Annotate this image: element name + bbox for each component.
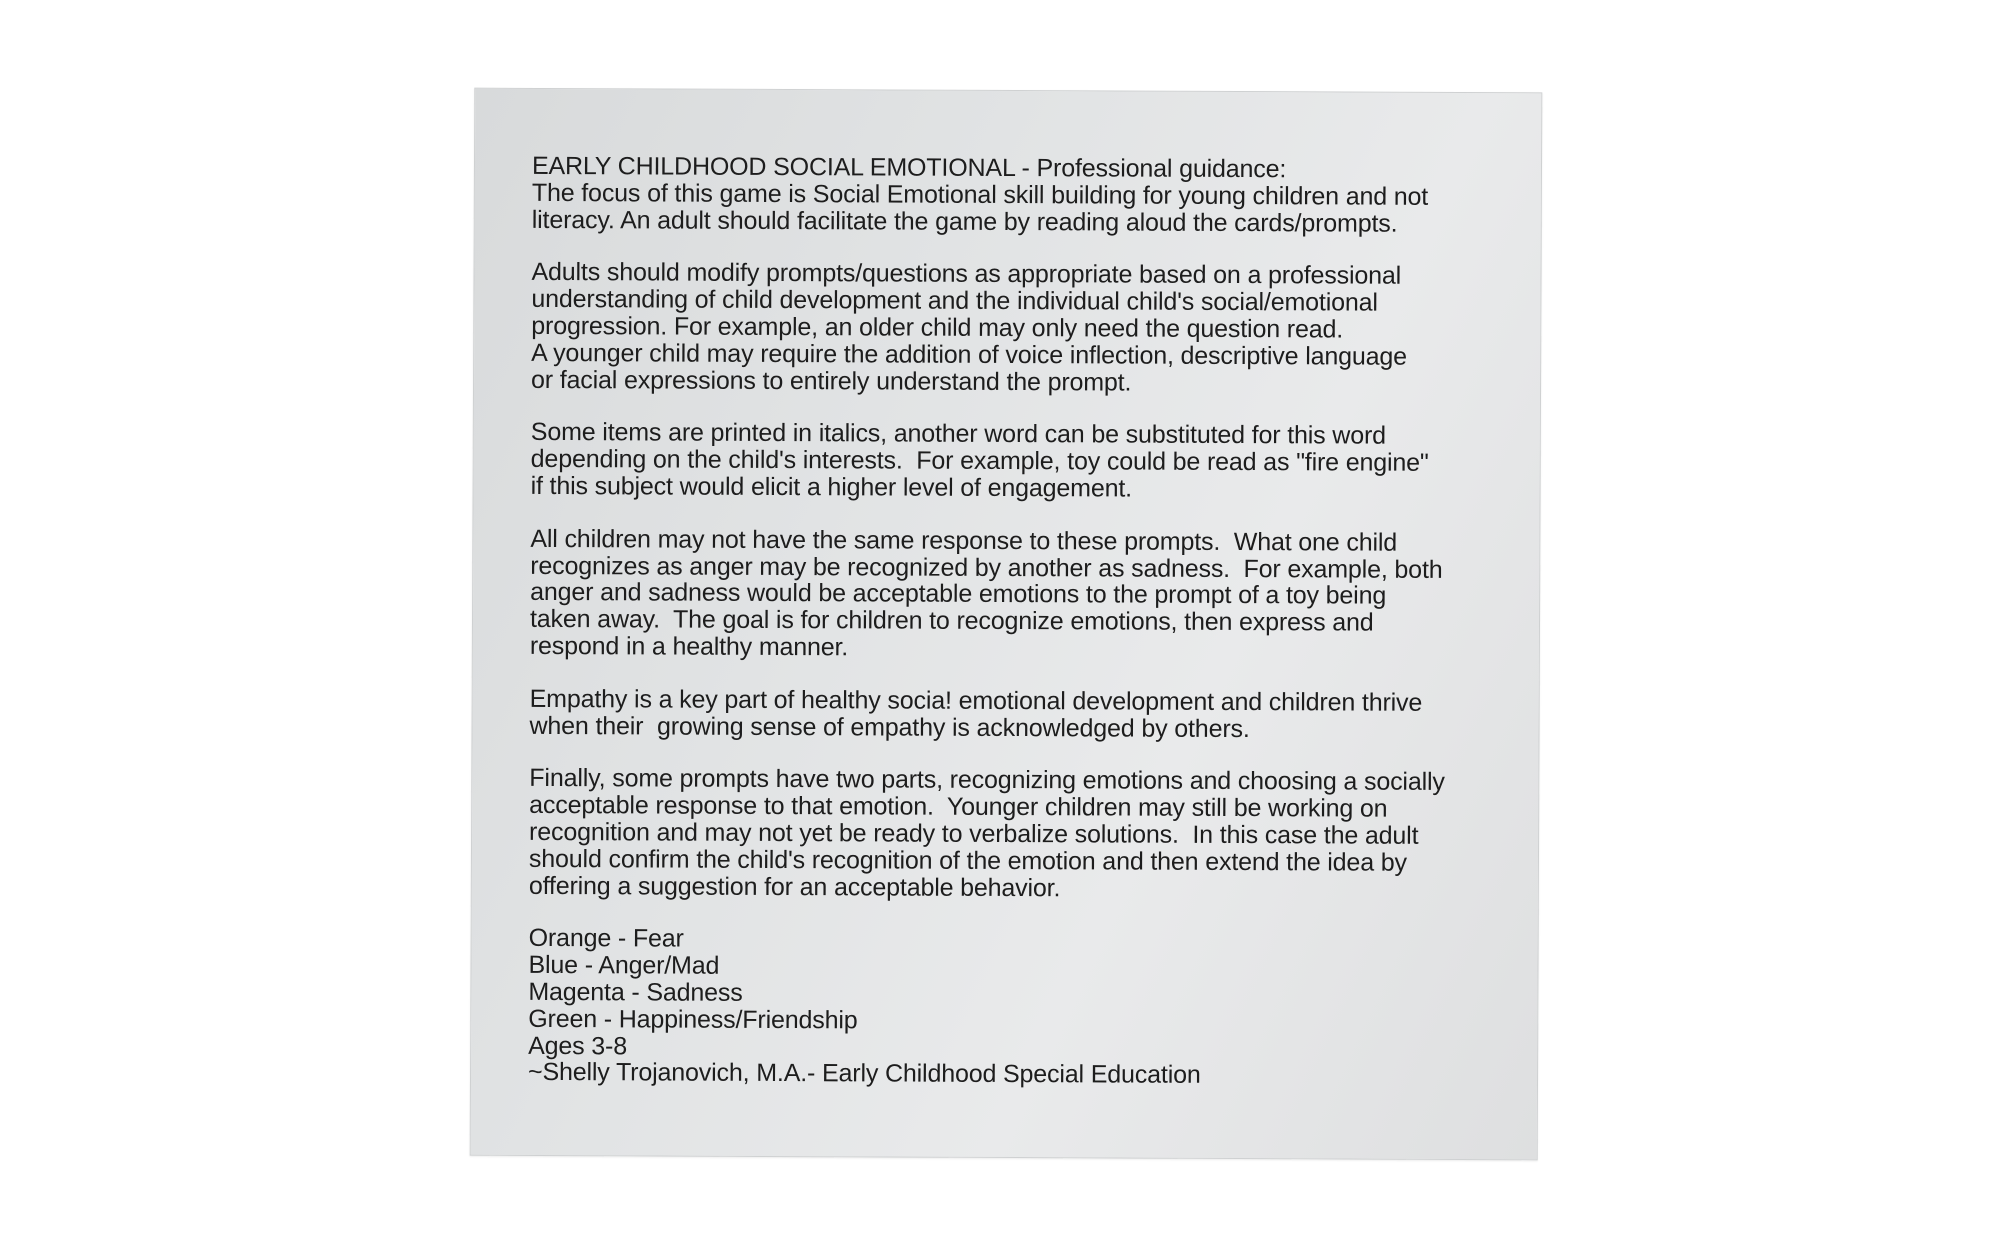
text-line: Finally, some prompts have two parts, recognizing emotions and choosing a socially [529,764,1445,797]
text-line: respond in a healthy manner. [529,631,849,662]
text-line: when their growing sense of empathy is acknowledged by others. [529,711,1250,743]
intro-paragraph [532,153,1522,238]
text-line: Empathy is a key part of healthy socia! emotional development and children thrive [529,684,1423,717]
text-line: offering a suggestion for an acceptable behavior. [528,871,1061,902]
text-line: The focus of this game is Social Emotional skill building for young children and not [531,178,1429,211]
text-line: A younger child may require the addition of voice inflection, descriptive language [531,338,1407,371]
text-line: should confirm the child's recognition of the emotion and then extend the idea by [528,844,1407,877]
text-line: recognizes as anger may be recognized by another as sadness. For example, both [530,551,1443,584]
signature: ~Shelly Trojanovich, M.A.- Early Childhood Special Education [527,1058,1201,1090]
text-line: or facial expressions to entirely understand the prompt. [531,365,1132,397]
legend-orange: Orange - Fear [528,924,684,953]
legend-magenta: Magenta - Sadness [528,977,743,1007]
modify-prompts-paragraph [531,259,1522,397]
guidance-card [470,88,1543,1161]
responses-paragraph [530,526,1521,664]
text-line: taken away. The goal is for children to recognize emotions, then express and [529,605,1374,637]
text-line: Adults should modify prompts/questions as appropriate based on a professional [531,258,1402,291]
text-line: recognition and may not yet be ready to verbalize solutions. In this case the adult [529,817,1419,850]
text-line: Some items are printed in italics, another word can be substituted for this word [530,418,1386,451]
card-heading: EARLY CHILDHOOD SOCIAL EMOTIONAL - Professional guidance: [531,151,1287,184]
text-line: anger and sadness would be acceptable emotions to the prompt of a toy being [530,578,1387,611]
text-line: progression. For example, an older child may only need the question read. [531,311,1344,344]
two-parts-paragraph [529,765,1520,903]
text-line: if this subject would elicit a higher level of engagement. [530,471,1133,503]
text-line: All children may not have the same response to these prompts. What one child [530,524,1398,557]
color-legend [528,925,1519,1090]
italics-paragraph [531,419,1521,504]
empathy-paragraph [529,686,1519,744]
text-line: acceptable response to that emotion. Younger children may still be working on [529,791,1388,823]
text-line: understanding of child development and the individual child's social/emotional [531,285,1378,317]
legend-green: Green - Happiness/Friendship [528,1004,858,1035]
legend-blue: Blue - Anger/Mad [528,951,720,980]
text-line: depending on the child's interests. For example, toy could be read as "fire engine" [530,445,1429,478]
card-text [528,153,1522,1090]
ages-label: Ages 3-8 [528,1031,628,1060]
text-line: literacy. An adult should facilitate the game by reading aloud the cards/prompts. [531,205,1398,238]
